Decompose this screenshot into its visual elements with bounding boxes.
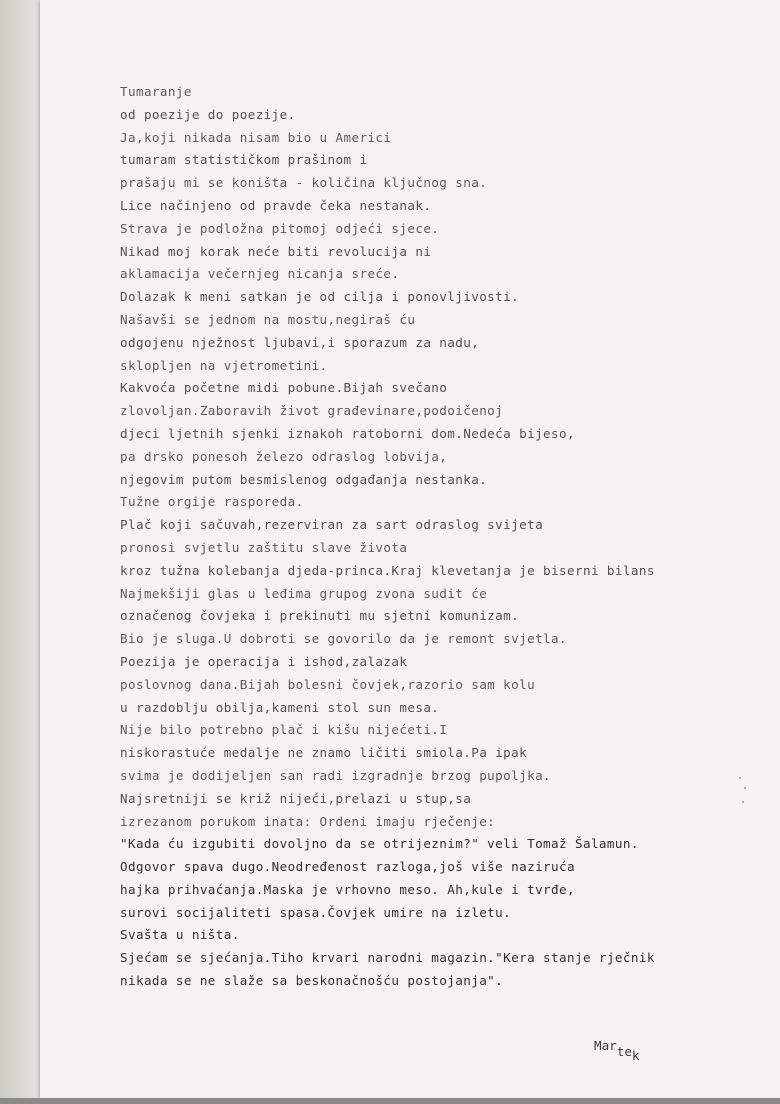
text-line: Tužne orgije rasporeda. [120, 494, 304, 510]
text-line: Poezija je operacija i ishod,zalazak [120, 653, 408, 669]
text-line: prašaju mi se koništa - količina ključnog sna. [120, 175, 488, 191]
text-line: nikada se ne slaže sa beskonačnošću postojanja". [120, 973, 504, 989]
text-line: Tumaranje [120, 84, 192, 99]
text-line: odgojenu nježnost ljubavi,i sporazum za nadu, [120, 334, 480, 350]
text-line: Dolazak k meni satkan je od cilja i ponovljivosti. [120, 289, 520, 305]
signature-part-1: Mar [594, 1038, 617, 1053]
text-line: Svašta u ništa. [120, 927, 240, 943]
text-line: Našavši se jednom na mostu,negiraš ću [120, 311, 416, 327]
poem-text [120, 81, 770, 993]
text-line: Kakvoća početne midi pobune.Bijah svečano [120, 380, 448, 396]
text-line: hajka prihvaćanja.Maska je vrhovno meso. Ah,kule i tvrđe, [120, 881, 575, 897]
text-line: njegovim putom besmislenog odgađanja nestanka. [120, 471, 488, 487]
text-line: označenog čovjeka i prekinuti mu sjetni komunizam. [120, 608, 520, 624]
text-line: Sjećam se sjećanja.Tiho krvari narodni magazin."Kera stanje rječnik [120, 950, 655, 966]
page-left-margin [0, 0, 40, 1104]
text-line: aklamacija večernjeg nicanja sreće. [120, 266, 400, 282]
paper-specks [735, 775, 749, 810]
text-line: Najmekšiji glas u leđima grupog zvona sudit će [120, 585, 488, 601]
text-line: Odgovor spava dugo.Neodređenost razloga,još više naziruća [120, 859, 575, 875]
text-line: poslovnog dana.Bijah bolesni čovjek,razorio sam kolu [120, 676, 536, 692]
text-line: izrezanom porukom inata: Ordeni imaju rječenje: [120, 813, 496, 829]
text-line: Lice načinjeno od pravde čeka nestanak. [120, 197, 432, 213]
text-line: Strava je podložna pitomoj odjeći sjece. [120, 220, 440, 236]
text-line: surovi socijaliteti spasa.Čovjek umire na izletu. [120, 904, 512, 920]
signature-part-2: te [616, 1044, 632, 1059]
text-line: Najsretniji se križ nijeći,prelazi u stup,sa [120, 790, 472, 806]
text-line: Bio je sluga.U dobroti se govorilo da je remont svjetla. [120, 631, 567, 647]
text-line: pa drsko ponesoh železo odraslog lobvija, [120, 448, 448, 464]
text-line: svima je dodijeljen san radi izgradnje brzog pupoljka. [120, 767, 552, 783]
text-line: zlovoljan.Zaboravih život građevinare,podoičenoj [120, 403, 504, 419]
text-line: djeci ljetnih sjenki iznakoh ratoborni dom.Nedeća bijeso, [120, 425, 575, 441]
text-line: u razdoblju obilja,kameni stol sun mesa. [120, 699, 440, 715]
text-line: Ja,koji nikada nisam bio u Americi [120, 129, 392, 145]
text-line: Nije bilo potrebno plač i kišu nijećeti.I [120, 722, 448, 738]
signature-part-3: k [631, 1048, 640, 1063]
author-signature [594, 1038, 640, 1063]
text-line: pronosi svjetlu zaštitu slave života [120, 539, 408, 555]
text-line: Plač koji sačuvah,rezerviran za sart odraslog svijeta [120, 517, 544, 533]
text-line: Nikad moj korak neće biti revolucija ni [120, 243, 432, 259]
text-line: kroz tužna kolebanja djeda-princa.Kraj klevetanja je biserni bilans [120, 562, 655, 578]
text-line: niskorastuće medalje ne znamo ličiti smiola.Pa ipak [120, 745, 528, 761]
text-line: tumaram statističkom prašinom i [120, 152, 368, 168]
text-line: sklopljen na vjetrometini. [120, 357, 328, 373]
text-line: od poezije do poezije. [120, 106, 296, 122]
text-line: "Kada ću izgubiti dovoljno da se otrijeznim?" veli Tomaž Šalamun. [120, 836, 639, 852]
page-bottom-edge [0, 1098, 780, 1104]
